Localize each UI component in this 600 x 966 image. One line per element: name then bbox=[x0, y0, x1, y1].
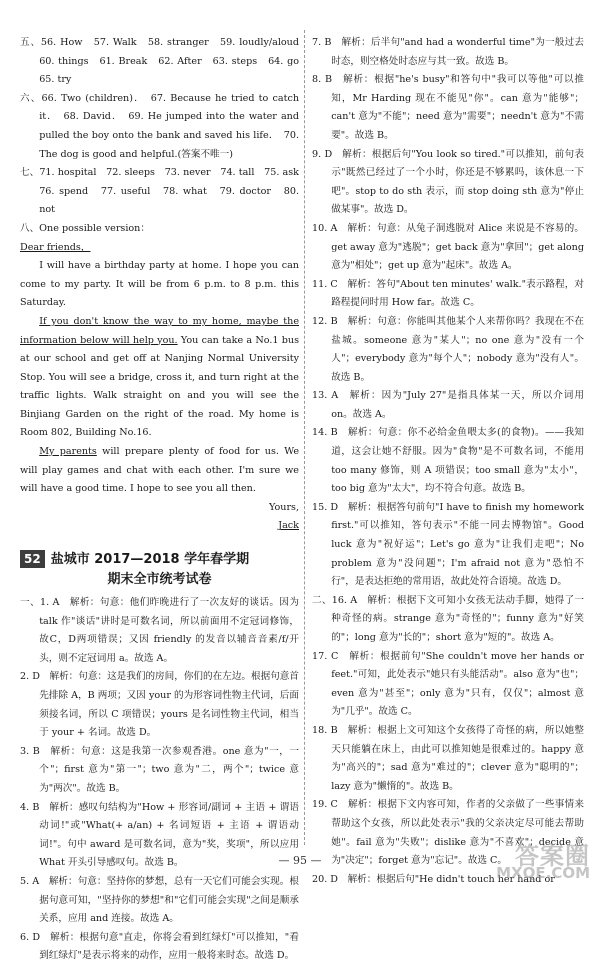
section-title: 盐城市 2017—2018 学年春学期 bbox=[50, 552, 250, 568]
letter-text: I will have a birthday party at home. I hope you can come to my party. It will be from 6 p.m. to 8 p.m. this Saturday. bbox=[20, 260, 299, 309]
answer-item: 2. D 解析：句意：这是我们的房间，你们的在左边。根据句意首先排除 A，B 两项；又因 your 的为形容词性物主代词，后面须接名词，所以 C 项错误；yours 是名词性物主代词，相当于 your + 名词。故选 D。 bbox=[20, 671, 299, 739]
answer-item: 15. D 解析：根据答句前句"I have to finish my homework first."可以推知，答句表示"不能一同去博物馆"。Good luck 意为"祝好运"；Let's go 意为"让我们走吧"；No problem 意为"没问题"；I'm afraid not 意为"恐怕不行"，是表达拒绝的常用语，故此处符合语境。故选 D。 bbox=[312, 501, 584, 588]
section-subtitle: 期末全市统考试卷 bbox=[107, 572, 212, 588]
answer-item: 13. A 解析：因为"July 27"是指具体某一天，所以介词用 on。故选 A。 bbox=[312, 390, 584, 420]
letter-paragraph bbox=[20, 443, 299, 499]
answer-item: 19. C 解析：根据下文内容可知，作者的父亲做了一些事情来帮助这个女孩，所以此处表示"我的父亲决定尽可能去帮助她"。fail 意为"失败"；dislike 意为"不喜欢"；decide 意为"决定"；forget 意为"忘记"。故选 C。 bbox=[312, 799, 584, 867]
answer-item: 六、66. Two (children)． 67. Because he tried to catch it． 68. David． 69. He jumped into the water and pulled the boy onto the bank and saved his life． 70. The dog is good and helpful.(答案不唯一) bbox=[20, 92, 299, 160]
section-number-badge: 52 bbox=[20, 550, 45, 568]
letter-text: will prepare plenty of food for us. We will play games and chat with each other. I'm sure we will have a good time. I hope to see you all then. bbox=[20, 446, 300, 495]
answer-item: 9. D 解析：根据后句"You look so tired."可以推知，前句表示"既然已经过了一个小时，你还是不够累吗，该休息一下吧"。stop to do sth 表示，而 stop doing sth 意为"停止做某事"。故选 D。 bbox=[312, 148, 584, 216]
answer-item: 3. B 解析：句意：这是我第一次参观香港。one 意为"一，一个"；first 意为"第一"；two 意为"二，两个"；twice 意为"两次"。故选 B。 bbox=[20, 745, 299, 794]
section-heading bbox=[20, 550, 299, 590]
answer-item: 20. D 解析：根据后句"He didn't touch her hand or bbox=[312, 873, 555, 885]
answer-item: 二、16. A 解析：根据下文可知小女孩无法动手脚，她得了一种奇怪的病。strange 意为"奇怪的"；funny 意为"好笑的"；long 意为"长的"；short 意为"短的"。故选 A。 bbox=[312, 594, 584, 643]
column-divider bbox=[304, 30, 305, 845]
underlined-sentence: My parents bbox=[39, 446, 97, 458]
right-column bbox=[312, 34, 584, 889]
answer-item: 10. A 解析：句意：从兔子洞逃脱对 Alice 来说是不容易的。get away 意为"逃脱"；get back 意为"拿回"；get along 意为"相处"；get up 意为"起床"。故选 A。 bbox=[312, 222, 584, 272]
answer-item: 7. B 解析：后半句"and had a wonderful time"为一般过去时态，则空格处时态应与其一致。故选 B。 bbox=[312, 37, 584, 67]
answer-item: 14. B 解析：句意：你不必给金鱼喂太多(的食物)。——我知道，这会让她不舒服。因为"食物"是不可数名词，不能用 too many 修饰，则 A 项错误；too small 意为"太小"，too big 意为"太大"，均不符合句意。故选 B。 bbox=[312, 427, 584, 495]
answer-item: 4. B 解析：感叹句结构为"How + 形容词/副词 + 主语 + 谓语动词!"或"What(+ a/an) + 名词短语 + 主语 + 谓语动词!"。句中 award 是可数名词，意为"奖，奖项"，所以应用 What 开头引导感叹句。故选 B。 bbox=[20, 801, 299, 869]
answer-item: 五、56. How 57. Walk 58. stranger 59. loudly/aloud 60. things 61. Break 62. After 63. steps 64. go 65. try bbox=[20, 37, 309, 86]
letter-text: You can take a No.1 bus at our school and get off at Nanjing Normal University Stop. You will see a bridge, cross it, and turn right at the traffic lights. Walk straight on and you will see the Binjiang Garden on the right of the road. My home is Room 802, Building No.16. bbox=[20, 334, 299, 439]
answer-item: 八、One possible version： bbox=[20, 222, 150, 234]
answer-item: 一、1. A 解析：句意：他们昨晚进行了一次友好的谈话。因为 talk 作"谈话"讲时是可数名词，所以前面用不定冠词修饰，故C，D两项错误；又因 friendly 的发音以辅音音素/f/开头，则不定冠词用 a。故选 A。 bbox=[20, 597, 299, 664]
answer-item: 8. B 解析：根据"he's busy"和答句中"我可以等他"可以推知，Mr Harding 现在不能见"你"。can 意为"能够"；can't 意为"不能"；need 意为"需要"；needn't 意为"不需要"。故选 B。 bbox=[312, 74, 584, 141]
watermark-text: 答案圈 bbox=[515, 842, 590, 870]
answer-item: 17. C 解析：根据前句"She couldn't move her hands or feet."可知，此处表示"她只有头能活动"。also 意为"也"；even 意为"甚至"；only 意为"只有，仅仅"；almost 意为"几乎"。故选 C。 bbox=[312, 650, 584, 718]
letter-paragraph bbox=[20, 257, 299, 313]
watermark-logo bbox=[498, 836, 594, 884]
letter-paragraph bbox=[20, 313, 299, 443]
letter-greeting: Dear friends， bbox=[20, 241, 91, 253]
letter-closing: Yours, bbox=[268, 501, 299, 513]
section-title-line bbox=[20, 550, 299, 570]
watermark-url: MXQE.COM bbox=[496, 864, 590, 882]
answer-item: 12. B 解析：句意：你能叫其他某个人来帮你吗？我现在不在盐城。someone 意为"某人"；no one 意为"没有一个人"；everybody 意为"每个人"；nobody 意为"没有人"。故选 B。 bbox=[312, 315, 584, 383]
letter-signature: Jack bbox=[278, 520, 299, 532]
answer-item: 11. C 解析：答句"About ten minutes' walk."表示路程，对路程提问时用 How far。故选 C。 bbox=[312, 278, 584, 309]
answer-item: 18. B 解析：根据上文可知这个女孩得了奇怪的病，所以她整天只能躺在床上，由此可以推知她是很难过的。happy 意为"高兴的"；sad 意为"难过的"；clever 意为"聪明的"；lazy 意为"懒惰的"。故选 B。 bbox=[312, 724, 584, 792]
answer-item: 七、71. hospital 72. sleeps 73. never 74. tall 75. ask 76. spend 77. useful 78. what 79. doctor 80. not bbox=[20, 167, 309, 216]
underlined-sentence: If you don't know the way to my home, maybe the information below will help you. bbox=[20, 315, 299, 346]
answer-item: 6. D 解析：根据句意"直走，你将会看到红绿灯"可以推知，"看到红绿灯"是表示将来的动作，应用一般将来时态。故选 D。 bbox=[20, 931, 299, 962]
answer-item: 5. A 解析：句意：坚持你的梦想，总有一天它们可能会实现。根据句意可知，"坚持你的梦想"和"它们可能会实现"之间是顺承关系，应用 and 连接。故选 A。 bbox=[20, 875, 299, 925]
page-number: — 95 — bbox=[278, 854, 322, 867]
